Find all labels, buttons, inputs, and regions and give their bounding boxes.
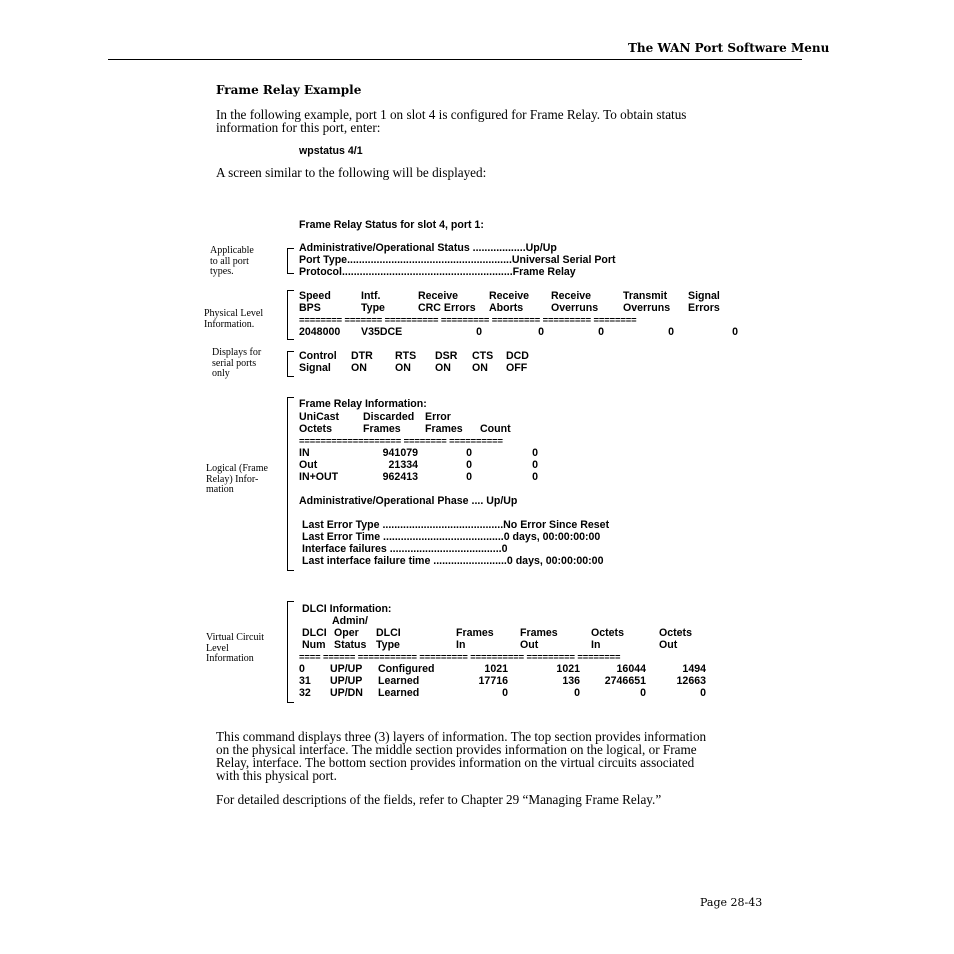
dlci-cell: 1021 xyxy=(484,663,508,675)
phys-header: Receive xyxy=(551,290,592,302)
dlci-cell: Learned xyxy=(378,675,420,687)
bracket-logical xyxy=(287,397,294,571)
serial-header: DTR xyxy=(351,350,373,362)
side-label-serial: Displays for serial ports only xyxy=(212,347,262,379)
phys-value: 0 xyxy=(476,326,482,338)
dlci-cell: 12663 xyxy=(676,675,706,687)
fr-header: Error xyxy=(425,411,451,423)
serial-header: DSR xyxy=(435,350,458,362)
body-paragraph-1-line-3: Relay, interface. The bottom section provides information on the virtual circuits associated xyxy=(216,755,695,770)
dlci-title: DLCI Information: xyxy=(302,603,392,615)
fr-header: Frames xyxy=(363,423,401,435)
phys-header: Receive xyxy=(489,290,530,302)
dlci-cell: 16044 xyxy=(616,663,646,675)
phys-value: V35DCE xyxy=(361,326,403,338)
dlci-cell: 136 xyxy=(562,675,580,687)
dlci-cell: 0 xyxy=(640,687,646,699)
phys-header: Overruns xyxy=(551,302,599,314)
fr-cell: 0 xyxy=(466,447,472,459)
running-header: The WAN Port Software Menu xyxy=(628,41,830,55)
serial-header: RTS xyxy=(395,350,417,362)
dlci-header: Oper xyxy=(334,627,359,639)
dlci-admin: Admin/ xyxy=(332,615,368,627)
fr-cell: 0 xyxy=(532,471,538,483)
dlci-cell: 0 xyxy=(700,687,706,699)
section-heading: Frame Relay Example xyxy=(216,83,362,97)
phys-header: Transmit xyxy=(623,290,668,302)
side-label-physical: Physical Level Information. xyxy=(204,308,264,330)
serial-header: DCD xyxy=(506,350,529,362)
bracket-serial xyxy=(287,351,294,377)
dlci-cell: UP/DN xyxy=(330,687,363,699)
side-label-virtual: Virtual Circuit Level Information xyxy=(206,632,264,664)
dlci-cell: 0 xyxy=(574,687,580,699)
fr-cell: 21334 xyxy=(388,459,418,471)
phys-header: Errors xyxy=(688,302,720,314)
serial-header: CTS xyxy=(472,350,494,362)
dlci-cell: UP/UP xyxy=(330,663,363,675)
phys-header: BPS xyxy=(299,302,321,314)
dlci-cell: 1021 xyxy=(556,663,580,675)
dlci-cell: 1494 xyxy=(682,663,706,675)
serial-value: OFF xyxy=(506,362,528,374)
port-type-line: Port Type........................................................Universal Serial Port xyxy=(299,254,616,266)
body-paragraph-1-line-1: This command displays three (3) layers of information. The top section provides information xyxy=(216,729,707,744)
dlci-header: DLCI xyxy=(376,627,401,639)
dlci-header: DLCI xyxy=(302,627,327,639)
bracket-physical xyxy=(287,290,294,340)
bracket-applicable xyxy=(287,248,294,274)
dlci-cell: 0 xyxy=(299,663,305,675)
last-error-type: Last Error Type .........................................No Error Since Reset xyxy=(302,519,610,531)
fr-cell: 941079 xyxy=(382,447,418,459)
dlci-cell: 17716 xyxy=(478,675,508,687)
header-rule xyxy=(108,59,802,60)
side-label-applicable: Applicable to all port types. xyxy=(210,245,254,277)
command-text: wpstatus 4/1 xyxy=(299,145,363,157)
fr-header: Frames xyxy=(425,423,463,435)
dlci-header: Octets xyxy=(659,627,692,639)
dlci-header: Out xyxy=(659,639,678,651)
last-error-time: Last Error Time .........................................0 days, 00:00:00:00 xyxy=(302,531,601,543)
dlci-header: Type xyxy=(376,639,400,651)
fr-header: Discarded xyxy=(363,411,415,423)
fr-cell: 0 xyxy=(466,471,472,483)
fr-header: Octets xyxy=(299,423,332,435)
dlci-header: In xyxy=(456,639,466,651)
phys-header: Speed xyxy=(299,290,331,302)
fr-cell: 0 xyxy=(532,447,538,459)
bracket-virtual xyxy=(287,601,294,703)
phys-value: 0 xyxy=(732,326,738,338)
phys-header: Intf. xyxy=(361,290,381,302)
dlci-header: Num xyxy=(302,639,326,651)
fr-cell: 0 xyxy=(466,459,472,471)
phys-value: 0 xyxy=(668,326,674,338)
protocol-line: Protocol..........................................................Frame Relay xyxy=(299,266,576,278)
phys-header: Signal xyxy=(688,290,720,302)
body-paragraph-2: For detailed descriptions of the fields, refer to Chapter 29 “Managing Frame Relay.” xyxy=(216,792,662,807)
dlci-cell: 2746651 xyxy=(604,675,646,687)
fr-title: Frame Relay Information: xyxy=(299,398,427,410)
phys-header: CRC Errors xyxy=(418,302,476,314)
interface-failures: Interface failures ......................................0 xyxy=(302,543,508,555)
phys-rule: ======== ======= ========== ========= ========= ========= ======== xyxy=(299,314,637,325)
phys-header: Overruns xyxy=(623,302,671,314)
phase-line: Administrative/Operational Phase .... Up/Up xyxy=(299,495,518,507)
serial-header: Control xyxy=(299,350,337,362)
dlci-cell: 32 xyxy=(299,687,311,699)
serial-value: Signal xyxy=(299,362,331,374)
fr-rule: =================== ======== ========== xyxy=(299,435,503,446)
dlci-cell: 31 xyxy=(299,675,311,687)
page-number: Page 28-43 xyxy=(700,896,763,909)
phys-header: Type xyxy=(361,302,385,314)
dlci-header: Out xyxy=(520,639,539,651)
dlci-header: Frames xyxy=(520,627,558,639)
last-interface-failure: Last interface failure time .........................0 days, 00:00:00:00 xyxy=(302,555,604,567)
phys-value: 0 xyxy=(538,326,544,338)
screen-note: A screen similar to the following will be displayed: xyxy=(216,165,487,180)
body-paragraph-1-line-4: with this physical port. xyxy=(216,768,337,783)
admin-status-line: Administrative/Operational Status ..................Up/Up xyxy=(299,242,557,254)
dlci-cell: Configured xyxy=(378,663,435,675)
screen-title: Frame Relay Status for slot 4, port 1: xyxy=(299,219,484,231)
serial-value: ON xyxy=(395,362,411,374)
side-label-logical: Logical (Frame Relay) Infor- mation xyxy=(206,463,268,495)
serial-value: ON xyxy=(472,362,488,374)
fr-cell: IN+OUT xyxy=(299,471,339,483)
fr-cell: 0 xyxy=(532,459,538,471)
fr-cell: 962413 xyxy=(382,471,418,483)
phys-header: Receive xyxy=(418,290,459,302)
dlci-cell: 0 xyxy=(502,687,508,699)
intro-line-1: In the following example, port 1 on slot 4 is configured for Frame Relay. To obtain status xyxy=(216,107,687,122)
intro-line-2: information for this port, enter: xyxy=(216,120,381,135)
fr-cell: IN xyxy=(299,447,310,459)
dlci-cell: UP/UP xyxy=(330,675,363,687)
dlci-header: Octets xyxy=(591,627,624,639)
phys-value: 2048000 xyxy=(299,326,341,338)
dlci-rule: ==== ====== =========== ========= ========== ========= ======== xyxy=(299,651,621,662)
fr-cell: Out xyxy=(299,459,318,471)
phys-header: Aborts xyxy=(489,302,524,314)
serial-value: ON xyxy=(351,362,367,374)
fr-header: UniCast xyxy=(299,411,340,423)
dlci-header: Frames xyxy=(456,627,494,639)
fr-header: Count xyxy=(480,423,511,435)
dlci-header: In xyxy=(591,639,601,651)
dlci-cell: Learned xyxy=(378,687,420,699)
dlci-header: Status xyxy=(334,639,367,651)
body-paragraph-1-line-2: on the physical interface. The middle section provides information on the logical, or Frame xyxy=(216,742,697,757)
serial-value: ON xyxy=(435,362,451,374)
phys-value: 0 xyxy=(598,326,604,338)
